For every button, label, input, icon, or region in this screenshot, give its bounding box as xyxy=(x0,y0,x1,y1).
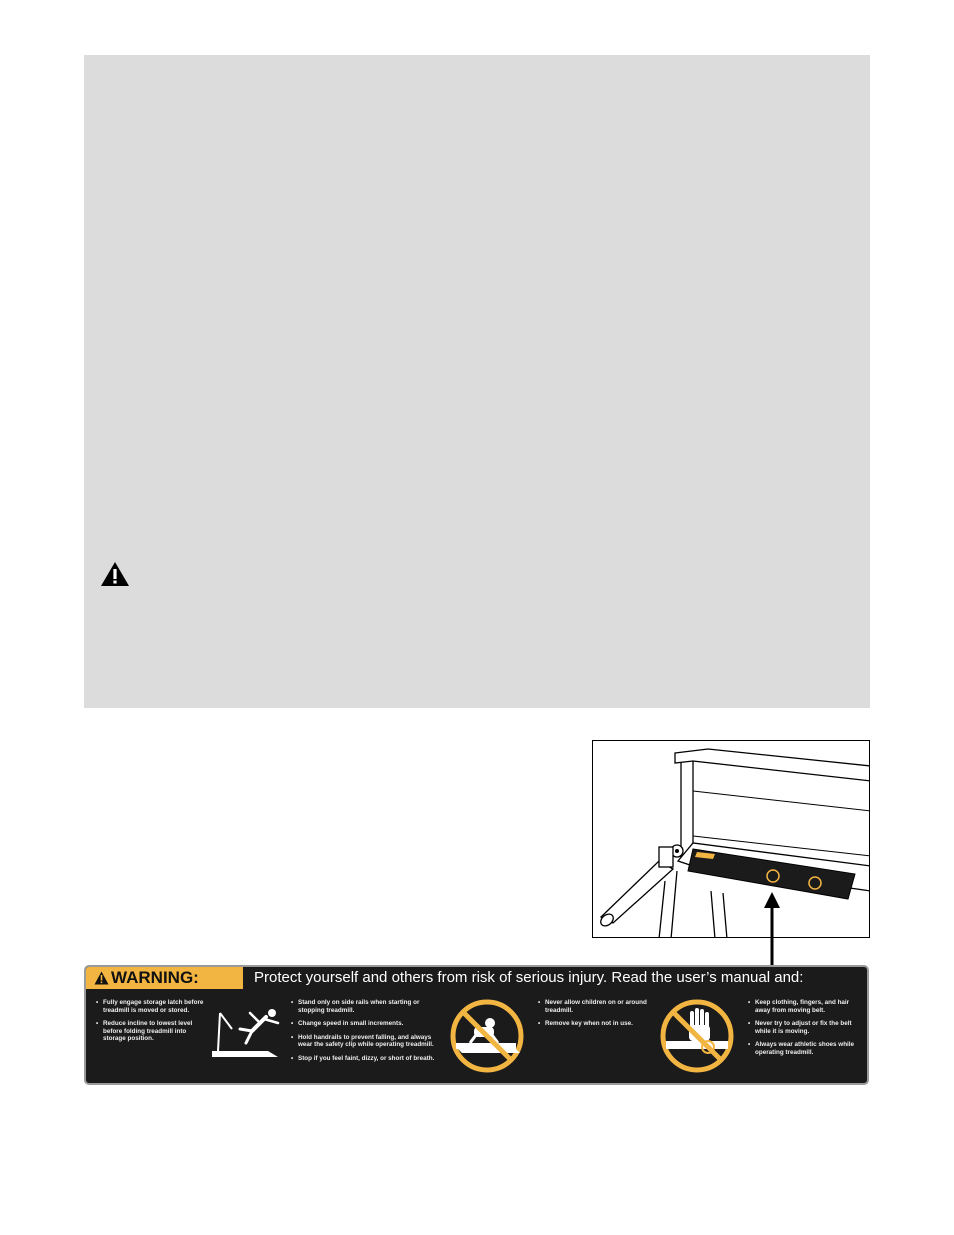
falling-person-icon xyxy=(210,1007,282,1063)
warning-item: • Keep clothing, fingers, and hair away from moving belt. xyxy=(748,999,860,1014)
warning-item: • Reduce incline to lowest level before folding treadmill into storage position. xyxy=(96,1020,206,1043)
warning-item: • Hold handrails to prevent falling, and always wear the safety clip while operating treadmill. xyxy=(291,1034,441,1049)
arrow-up-icon xyxy=(760,890,784,968)
caution-text-panel xyxy=(84,55,870,708)
warning-column-2 xyxy=(291,999,441,1069)
warning-triangle-icon xyxy=(94,971,109,985)
caution-triangle-icon xyxy=(100,561,130,587)
warning-item: • Stand only on side rails when starting or stopping treadmill. xyxy=(291,999,441,1014)
warning-item: • Stop if you feel faint, dizzy, or short of breath. xyxy=(291,1055,441,1063)
treadmill-decal-location-illustration xyxy=(592,740,870,938)
warning-item: • Never try to adjust or fix the belt while it is moving. xyxy=(748,1020,860,1035)
no-hand-on-belt-icon xyxy=(658,997,736,1075)
warning-item: • Fully engage storage latch before treadmill is moved or stored. xyxy=(96,999,206,1014)
warning-header-label: WARNING: xyxy=(111,968,199,987)
warning-item: • Change speed in small increments. xyxy=(291,1020,441,1028)
warning-item: • Remove key when not in use. xyxy=(538,1020,648,1028)
warning-header xyxy=(86,967,243,989)
warning-item: • Never allow children on or around treadmill. xyxy=(538,999,648,1014)
no-children-icon xyxy=(448,997,526,1075)
warning-title: Protect yourself and others from risk of serious injury. Read the user’s manual and: xyxy=(254,969,804,986)
warning-column-1 xyxy=(96,999,206,1049)
warning-column-4 xyxy=(748,999,860,1063)
warning-decal xyxy=(84,965,869,1085)
warning-column-3 xyxy=(538,999,648,1034)
warning-item: • Always wear athletic shoes while operating treadmill. xyxy=(748,1041,860,1056)
